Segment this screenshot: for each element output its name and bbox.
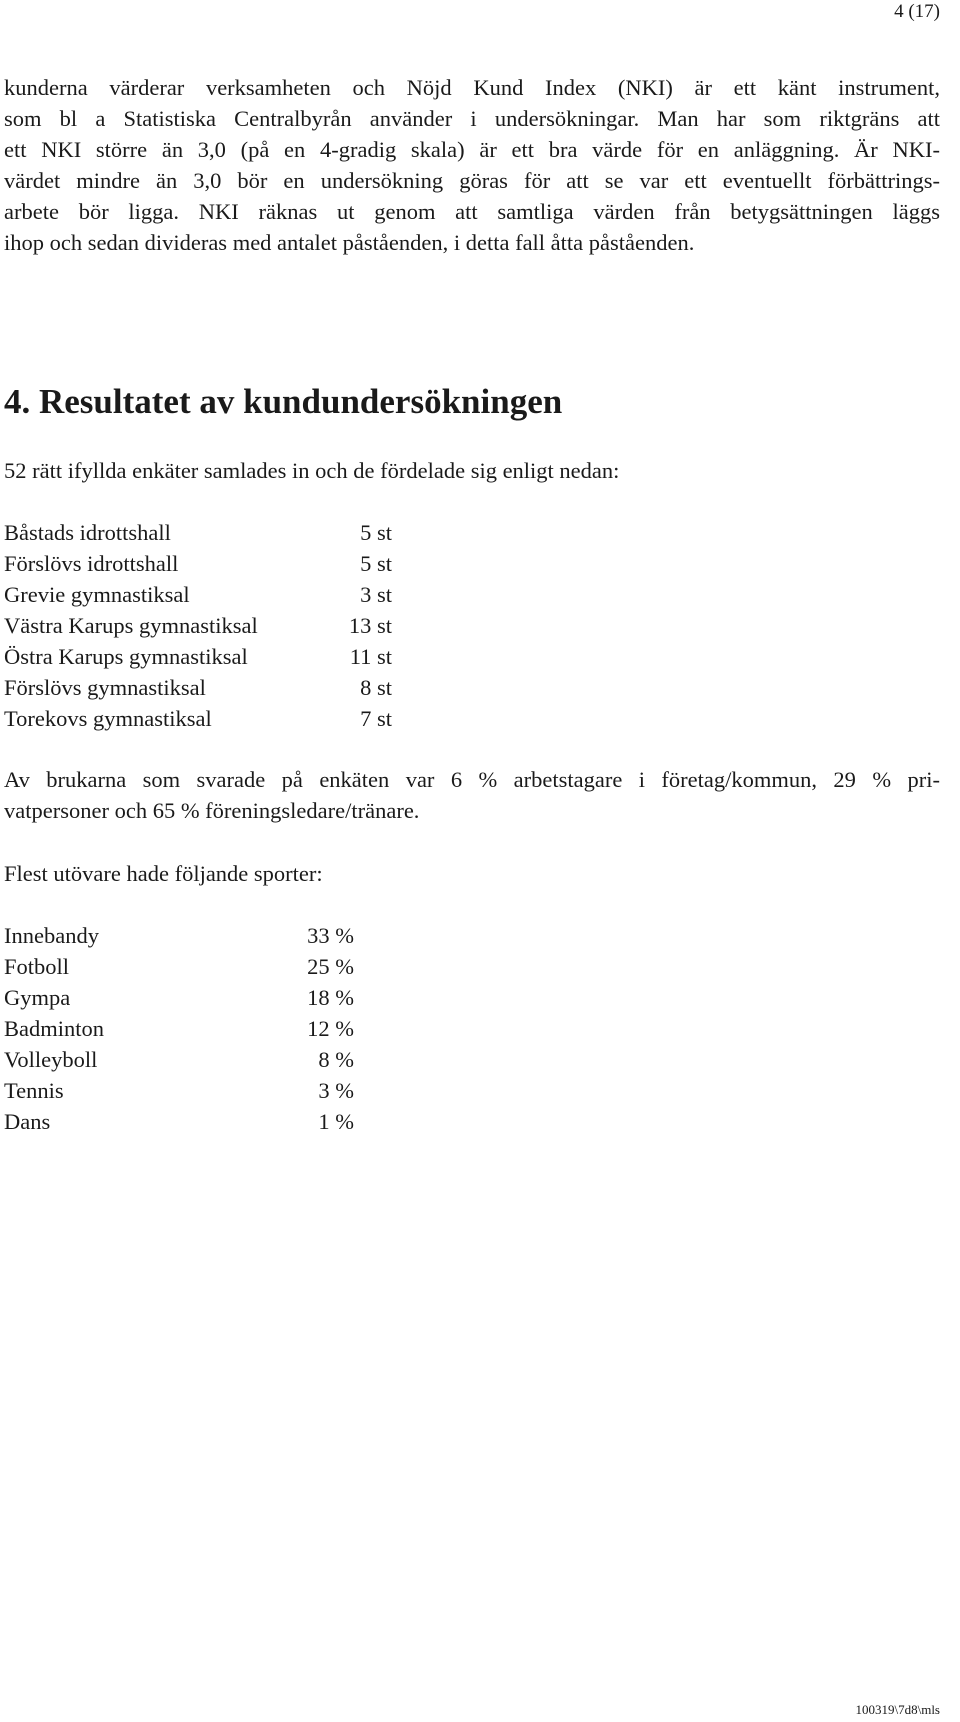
list-item — [4, 579, 404, 610]
intro-line: värdet mindre än 3,0 bör en undersökning göras för att se var ett eventuellt förbättrings- — [4, 168, 940, 193]
sports-list — [4, 920, 404, 1137]
respondents-paragraph — [4, 764, 940, 826]
hall-count: 13 st — [348, 613, 392, 638]
sport-percentage: 1 % — [318, 1109, 354, 1134]
hall-count: 5 st — [360, 520, 392, 545]
hall-count: 3 st — [360, 582, 392, 607]
sport-percentage: 8 % — [318, 1047, 354, 1072]
sport-name: Innebandy — [4, 923, 99, 948]
respondents-line: Av brukarna som svarade på enkäten var 6 % arbetstagare i företag/kommun, 29 % pri- — [4, 767, 940, 792]
intro-line: arbete bör ligga. NKI räknas ut genom att samtliga värden från betygsättningen läggs — [4, 199, 940, 224]
hall-name: Östra Karups gymnastiksal — [4, 644, 248, 669]
hall-distribution-list — [4, 517, 404, 734]
survey-intro: 52 rätt ifyllda enkäter samlades in och de fördelade sig enligt nedan: — [4, 458, 620, 483]
list-item — [4, 982, 404, 1013]
list-item — [4, 1044, 404, 1075]
respondents-line: vatpersoner och 65 % föreningsledare/tränare. — [4, 798, 420, 823]
hall-name: Förslövs idrottshall — [4, 551, 179, 576]
hall-count: 5 st — [360, 551, 392, 576]
sport-name: Dans — [4, 1109, 51, 1134]
intro-paragraph — [4, 72, 940, 258]
hall-name: Båstads idrottshall — [4, 520, 171, 545]
sports-intro: Flest utövare hade följande sporter: — [4, 861, 323, 886]
hall-count: 11 st — [349, 644, 392, 669]
sport-name: Volleyboll — [4, 1047, 98, 1072]
list-item — [4, 641, 404, 672]
list-item — [4, 1013, 404, 1044]
sport-name: Tennis — [4, 1078, 64, 1103]
list-item — [4, 1106, 404, 1137]
list-item — [4, 548, 404, 579]
sport-name: Fotboll — [4, 954, 70, 979]
sport-name: Gympa — [4, 985, 71, 1010]
list-item — [4, 672, 404, 703]
list-item — [4, 610, 404, 641]
sport-percentage: 25 % — [307, 954, 354, 979]
list-item — [4, 703, 404, 734]
intro-line: ett NKI större än 3,0 (på en 4-gradig skala) är ett bra värde för en anläggning. Är NKI- — [4, 137, 940, 162]
intro-line: som bl a Statistiska Centralbyrån använder i undersökningar. Man har som riktgräns att — [4, 106, 940, 131]
page-number: 4 (17) — [894, 1, 940, 22]
list-item — [4, 951, 404, 982]
hall-name: Torekovs gymnastiksal — [4, 706, 212, 731]
sport-percentage: 33 % — [307, 923, 354, 948]
hall-name: Förslövs gymnastiksal — [4, 675, 206, 700]
list-item — [4, 1075, 404, 1106]
hall-name: Västra Karups gymnastiksal — [4, 613, 258, 638]
sport-name: Badminton — [4, 1016, 104, 1041]
sport-percentage: 12 % — [307, 1016, 354, 1041]
hall-count: 7 st — [360, 706, 392, 731]
hall-count: 8 st — [360, 675, 392, 700]
sport-percentage: 3 % — [318, 1078, 354, 1103]
sport-percentage: 18 % — [307, 985, 354, 1010]
document-reference: 100319\7d8\mls — [855, 1702, 940, 1717]
intro-line: kunderna värderar verksamheten och Nöjd Kund Index (NKI) är ett känt instrument, — [4, 75, 940, 100]
intro-line: ihop och sedan divideras med antalet påståenden, i detta fall åtta påståenden. — [4, 230, 695, 255]
list-item — [4, 517, 404, 548]
hall-name: Grevie gymnastiksal — [4, 582, 190, 607]
list-item — [4, 920, 404, 951]
section-heading: 4. Resultatet av kundundersökningen — [4, 382, 563, 421]
